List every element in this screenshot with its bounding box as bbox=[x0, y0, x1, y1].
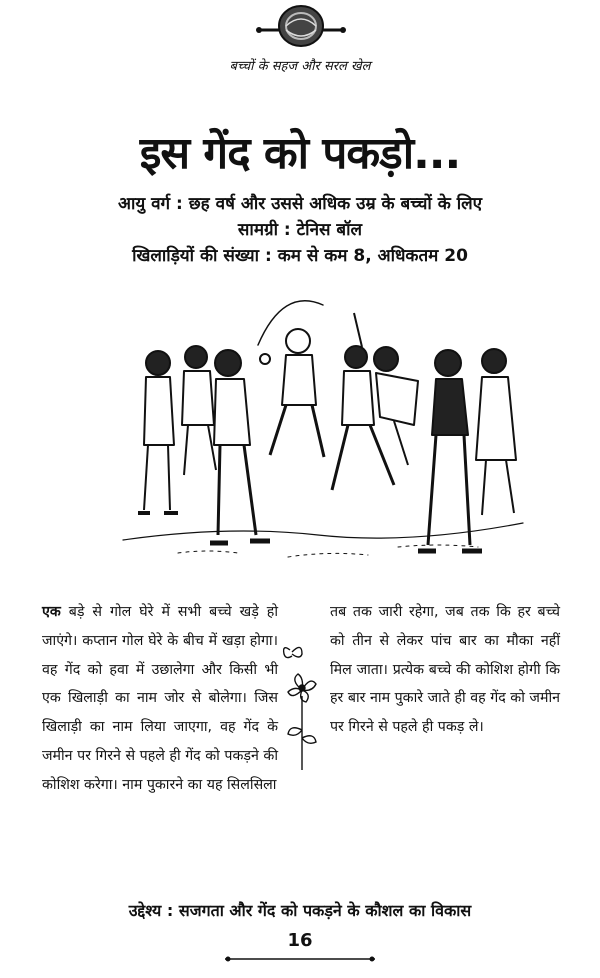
lead-word: एक bbox=[42, 604, 61, 620]
left-text: बड़े से गोल घेरे में सभी बच्चे खड़े हो जाएंगे। कप्तान गोल घेरे के बीच में खड़ा होगा। वह गेंद को हवा में उछालेगा और किसी भी एक खिलाड़ी का नाम जोर से बोलेगा। जिस खिलाड़ी का नाम लिया जाएगा, वह गेंद के जमीन पर गिरने से पहले ही गेंद को पकड़ने की कोशिश करेगा। नाम पुकारने का यह सिलसिला bbox=[42, 604, 278, 793]
instructions-left-column bbox=[42, 598, 278, 800]
page-number: 16 bbox=[287, 930, 313, 951]
butterfly-flower-icon bbox=[280, 640, 326, 775]
right-text: तब तक जारी रहेगा, जब तक कि हर बच्चे को तीन से लेकर पांच बार का मौका नहीं मिल जाता। प्रत्येक बच्चे की कोशिश होगी कि हर बार नाम पुकारे जाते ही वह गेंद को जमीन पर गिरने से पहले ही पकड़ ले। bbox=[330, 604, 560, 736]
age-group: आयु वर्ग : छह वर्ष और उससे अधिक उम्र के बच्चों के लिए bbox=[117, 194, 483, 214]
sports-emblem-icon bbox=[255, 4, 347, 50]
page-title: इस गेंद को पकड़ो... bbox=[139, 128, 461, 179]
children-playing-circle-icon bbox=[118, 285, 530, 575]
player-count: खिलाड़ियों की संख्या : कम से कम 8, अधिकतम 20 bbox=[132, 246, 468, 266]
page-rule bbox=[225, 955, 375, 963]
material: सामग्री : टेनिस बॉल bbox=[237, 220, 363, 240]
instructions-right-column bbox=[330, 598, 560, 742]
objective: उद्देश्य : सजगता और गेंद को पकड़ने के कौशल का विकास bbox=[128, 901, 472, 920]
book-tagline: बच्चों के सहज और सरल खेल bbox=[229, 59, 371, 74]
